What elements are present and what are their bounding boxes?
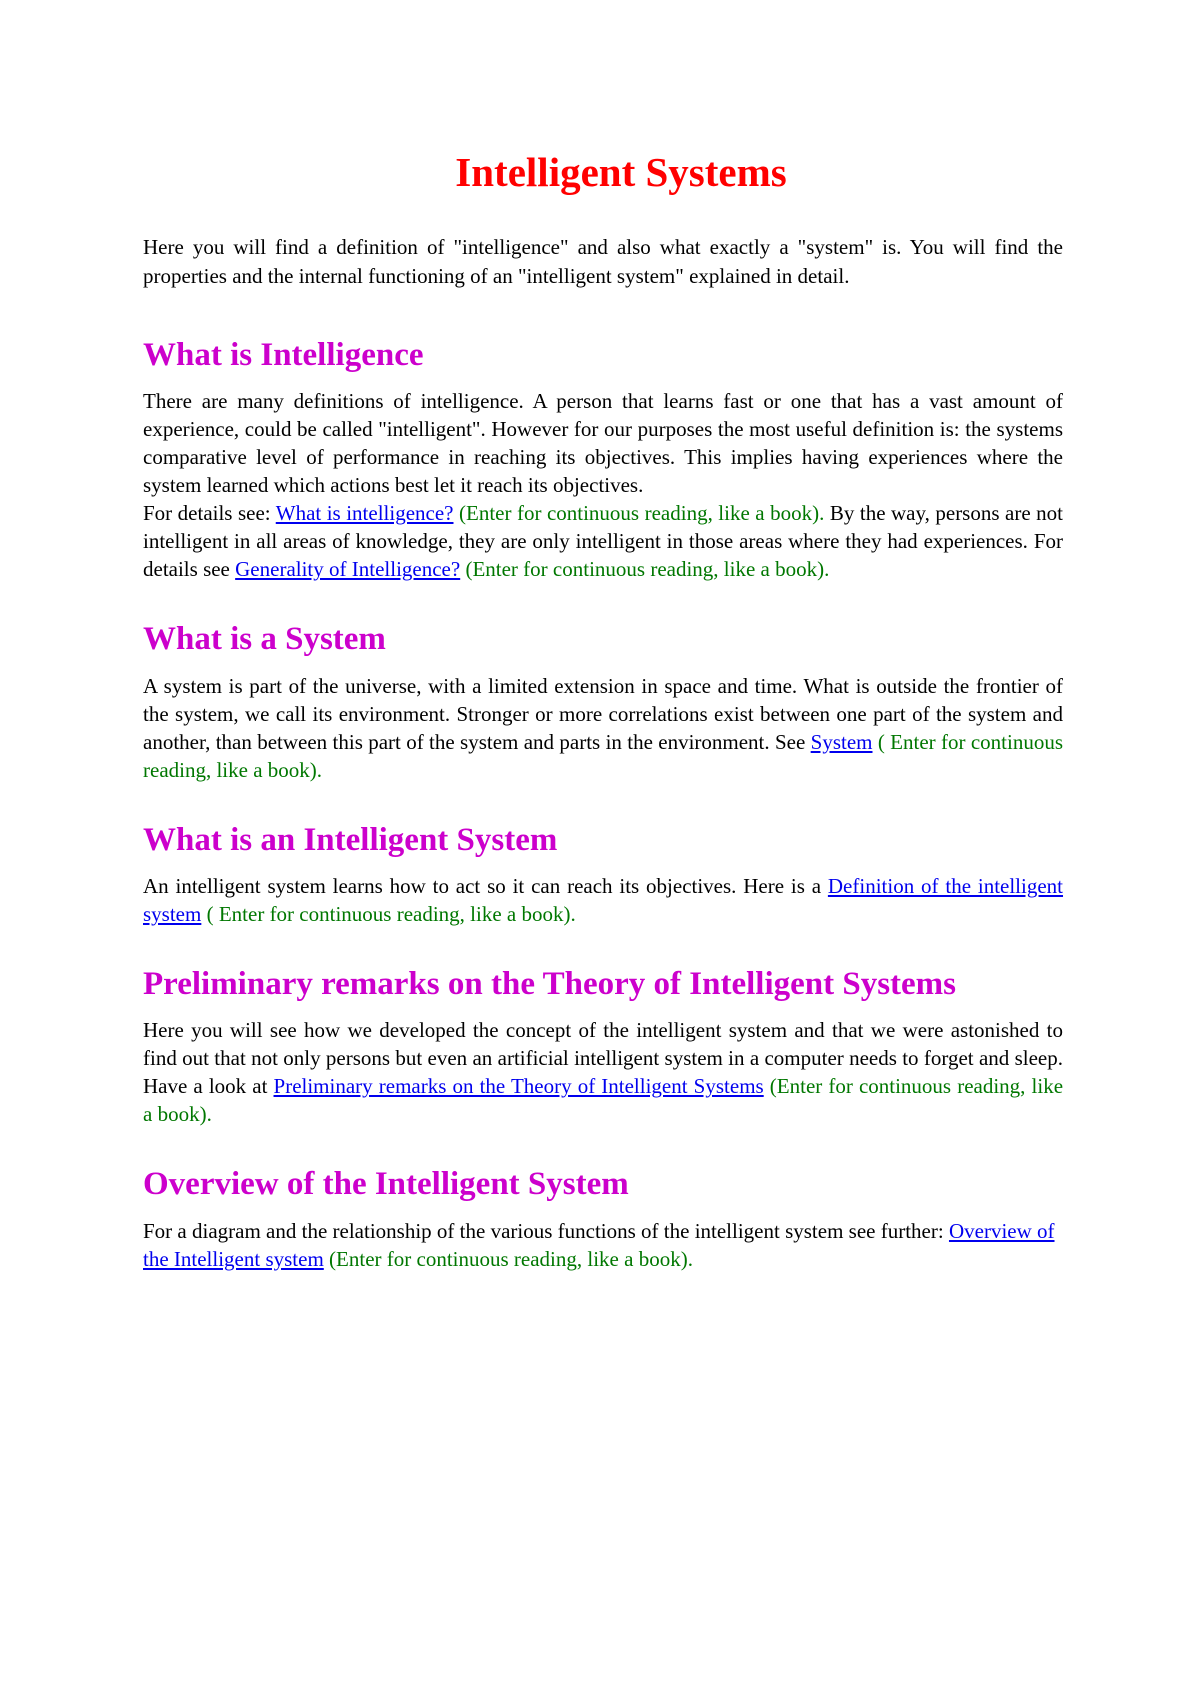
body-text: By the way, persons are not intelligent in all areas of knowledge, they are only intelligent in those areas where they had experiences. For details see xyxy=(143,501,1063,582)
page-title: Intelligent Systems xyxy=(455,149,787,195)
link-preliminary-remarks[interactable]: Preliminary remarks on the Theory of Intelligent Systems xyxy=(273,1074,764,1099)
continuous-reading-note: (Enter for continuous reading, like a book). xyxy=(460,557,830,582)
continuous-reading-note: (Enter for continuous reading, like a book). xyxy=(143,1074,1064,1127)
section-body xyxy=(143,387,1063,583)
section-heading: What is a System xyxy=(143,621,386,658)
section-preliminary-remarks xyxy=(143,966,1063,1128)
link-overview-of-intelligent-system[interactable]: Overview of the Intelligent system xyxy=(143,1218,1055,1271)
section-overview xyxy=(143,1166,1063,1272)
continuous-reading-note: (Enter for continuous reading, like a book). xyxy=(453,501,825,526)
body-text: For details see: xyxy=(143,501,276,526)
section-body xyxy=(143,1217,1063,1273)
continuous-reading-note: ( Enter for continuous reading, like a book). xyxy=(201,901,576,926)
link-generality-of-intelligence[interactable]: Generality of Intelligence? xyxy=(235,557,461,582)
document-page xyxy=(143,150,1063,1273)
body-text: There are many definitions of intelligence. A person that learns fast or one that has a vast amount of experience, could be called "intelligent". However for our purposes the most useful definition is: the systems comparative level of performance in reaching its objectives. This implies having experiences where the system learned which actions best let it reach its objectives. xyxy=(143,389,1063,498)
link-definition-of-intelligent-system[interactable]: Definition of the intelligent system xyxy=(143,873,1064,926)
body-text: For a diagram and the relationship of the various functions of the intelligent system see further: xyxy=(143,1218,949,1243)
section-heading: What is an Intelligent System xyxy=(143,821,558,858)
section-what-is-intelligence xyxy=(143,337,1063,583)
link-system[interactable]: System xyxy=(810,729,873,754)
section-heading: Preliminary remarks on the Theory of Intelligent Systems xyxy=(143,965,957,1002)
body-text: Here you will see how we developed the concept of the intelligent system and that we were astonished to find out that not only persons but even an artificial intelligent system in a computer needs to forget and sleep. Have a look at xyxy=(143,1018,1063,1099)
body-text: A system is part of the universe, with a limited extension in space and time. What is outside the frontier of the system, we call its environment. Stronger or more correlations exist between one part of the system and another, than between this part of the system and parts in the environment. See xyxy=(143,673,1063,754)
section-heading: What is Intelligence xyxy=(143,337,424,374)
section-what-is-a-system xyxy=(143,621,1063,783)
section-body xyxy=(143,1016,1063,1128)
section-body xyxy=(143,672,1063,784)
section-body xyxy=(143,872,1063,928)
continuous-reading-note: (Enter for continuous reading, like a book). xyxy=(323,1246,693,1271)
link-what-is-intelligence[interactable]: What is intelligence? xyxy=(275,501,454,526)
section-heading: Overview of the Intelligent System xyxy=(143,1166,629,1203)
continuous-reading-note: ( Enter for continuous reading, like a book). xyxy=(143,729,1063,782)
body-text: An intelligent system learns how to act so it can reach its objectives. Here is a xyxy=(143,873,828,898)
intro-paragraph: Here you will find a definition of "intelligence" and also what exactly a "system" is. You will find the properties and the internal functioning of an "intelligent system" explained in detail. xyxy=(143,235,1063,289)
section-what-is-an-intelligent-system xyxy=(143,822,1063,928)
